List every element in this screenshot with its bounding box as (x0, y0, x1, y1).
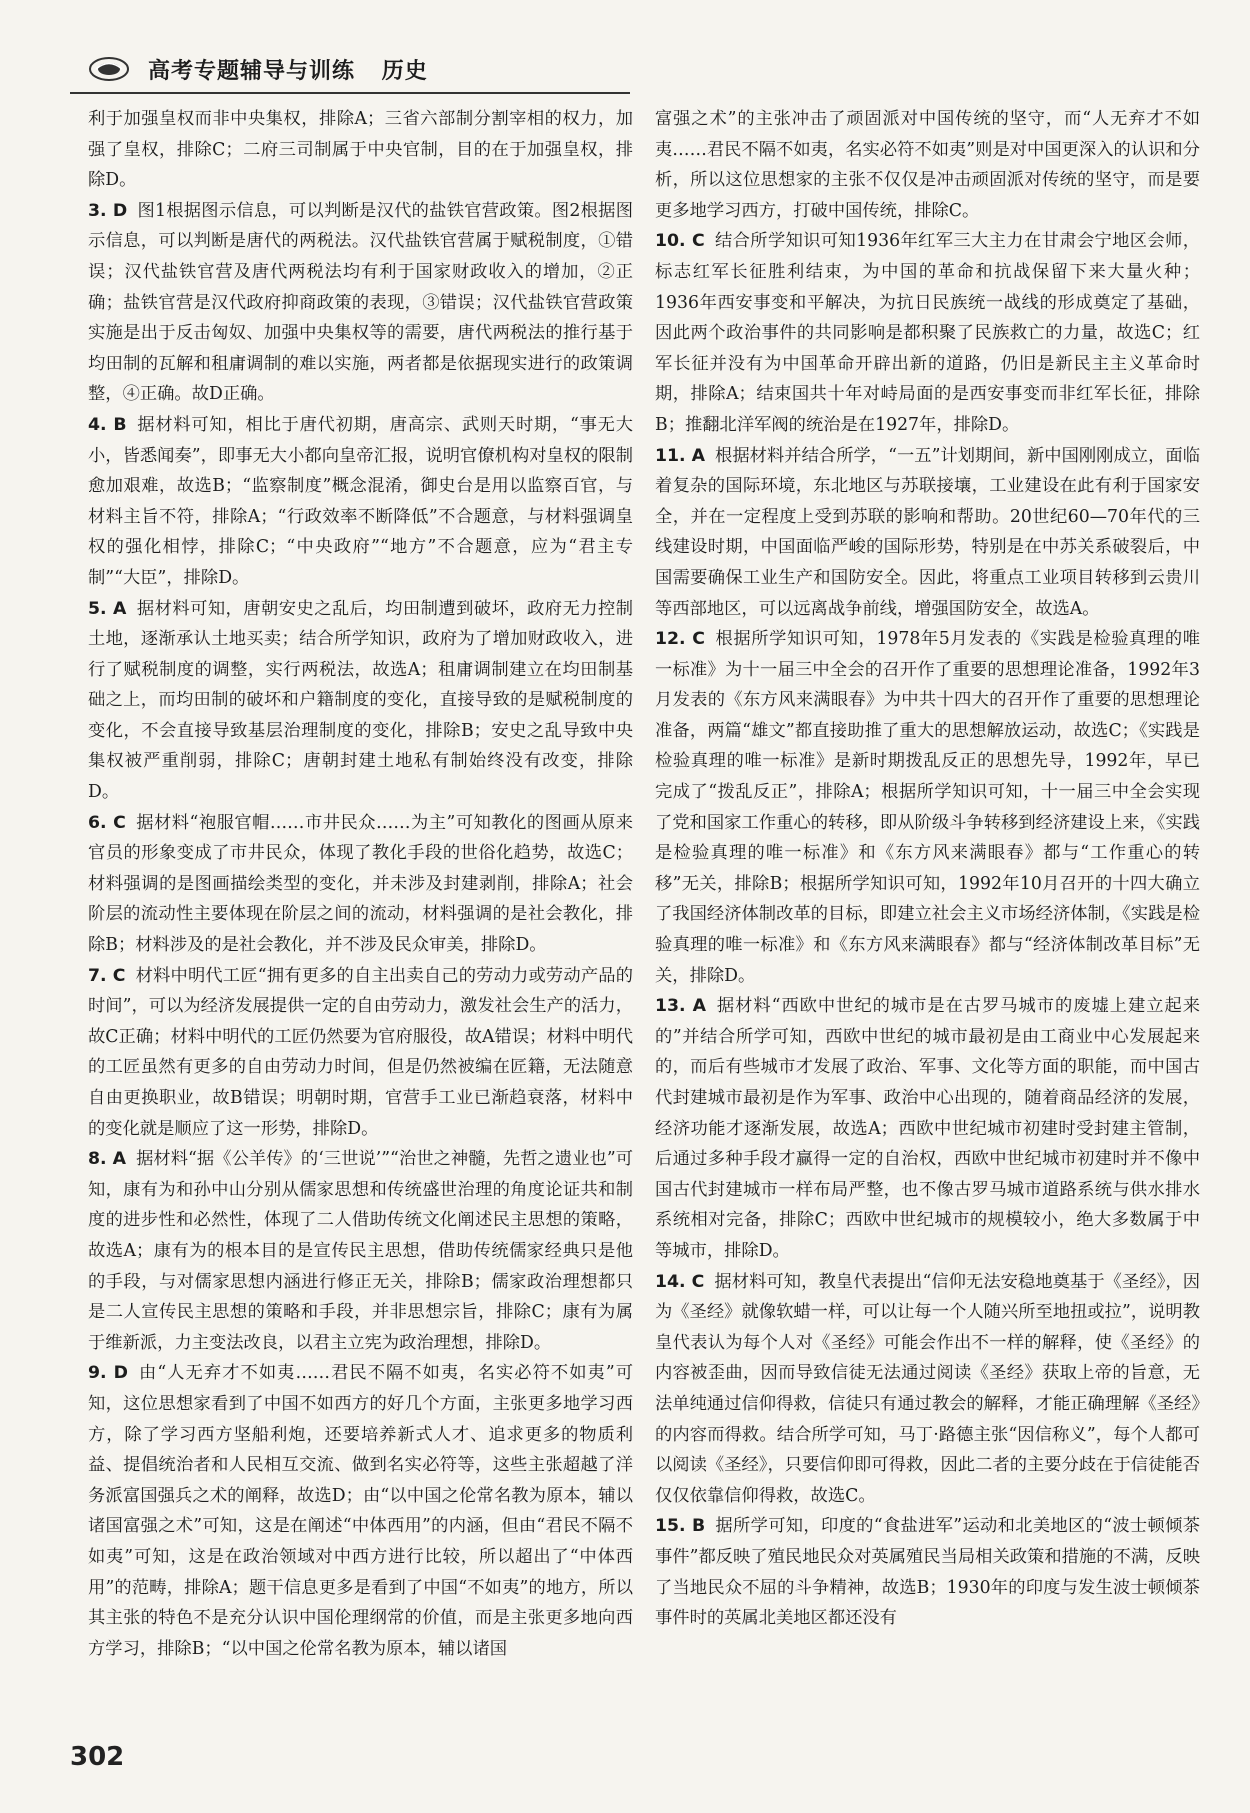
answer-number: 6. C (88, 812, 126, 833)
answer-number: 7. C (88, 965, 126, 986)
answer-explanation: 据材料可知，唐朝安史之乱后，均田制遭到破坏，政府无力控制土地，逐渐承认土地买卖；结合所学知识，政府为了增加财政收入，进行了赋税制度的调整，实行两税法，故选A；租庸调制建立在均田制基础之上，而均田制的破坏和户籍制度的变化，直接导致的是赋税制度的变化，不会直接导致基层治理制度的变化，排除B；安史之乱导致中央集权被严重削弱，排除C；唐朝封建土地私有制始终没有改变，排除D。 (88, 598, 633, 803)
left-continuation: 利于加强皇权而非中央集权，排除A；三省六部制分割宰相的权力，加强了皇权，排除C；二府三司制属于中央官制，目的在于加强皇权，排除D。 (88, 109, 633, 191)
answer-item-14 (655, 1267, 1200, 1512)
answer-item-4 (88, 410, 633, 594)
answer-explanation: 根据所学知识可知，1978年5月发表的《实践是检验真理的唯一标准》为十一届三中全会的召开作了重要的思想理论准备，1992年3月发表的《东方风来满眼春》为中共十四大的召开作了重要的思想理论准备，两篇“雄文”都直接助推了重大的思想解放运动，故选C；《实践是检验真理的唯一标准》是新时期拨乱反正的思想先导，1992年，早已完成了“拨乱反正”，排除A；根据所学知识可知，十一届三中全会实现了党和国家工作重心的转移，即从阶级斗争转移到经济建设上来，《实践是检验真理的唯一标准》和《东方风来满眼春》都与“工作重心的转移”无关，排除B；根据所学知识可知，1992年10月召开的十四大确立了我国经济体制改革的目标，即建立社会主义市场经济体制，《实践是检验真理的唯一标准》和《东方风来满眼春》都与“经济体制改革目标”无关，排除D。 (655, 629, 1200, 986)
answer-explanation: 据材料“西欧中世纪的城市是在古罗马城市的废墟上建立起来的”并结合所学可知，西欧中世纪的城市最初是由工商业中心发展起来的，而后有些城市才发展了政治、军事、文化等方面的职能，而中国古代封建城市最初是作为军事、政治中心出现的，随着商品经济的发展，经济功能才逐渐发展，故选A；西欧中世纪城市初建时受封建主管制，后通过多种手段才赢得一定的自治权，西欧中世纪城市初建时并不像中国古代封建城市一样布局严整，也不像古罗马城市道路系统与供水排水系统相对完备，排除C；西欧中世纪城市的规模较小，绝大多数属于中等城市，排除D。 (655, 996, 1200, 1261)
answer-item-9 (88, 1358, 633, 1664)
answer-number: 4. B (88, 414, 127, 435)
answer-explanation: 结合所学知识可知1936年红军三大主力在甘肃会宁地区会师，标志红军长征胜利结束，为中国的革命和抗战保留下来大量火种；1936年西安事变和平解决，为抗日民族统一战线的形成奠定了基础，因此两个政治事件的共同影响是都积聚了民族救亡的力量，故选C；红军长征并没有为中国革命开辟出新的道路，仍旧是新民主主义革命时期，排除A；结束国共十年对峙局面的是西安事变而非红军长征，排除B；推翻北洋军阀的统治是在1927年，排除D。 (655, 231, 1200, 435)
right-column (655, 104, 1200, 1634)
answer-number: 8. A (88, 1149, 127, 1170)
answer-number: 14. C (655, 1271, 705, 1292)
answer-item-3 (88, 196, 633, 410)
answer-item-12 (655, 624, 1200, 991)
answer-number: 11. A (655, 445, 706, 466)
answer-number: 15. B (655, 1516, 706, 1537)
page-header (70, 48, 1200, 94)
answer-number: 9. D (88, 1363, 128, 1384)
answer-explanation: 据所学可知，印度的“食盐进军”运动和北美地区的“波士顿倾茶事件”都反映了殖民地民众对英属殖民当局相关政策和措施的不满，反映了当地民众不屈的斗争精神，故选B；1930年的印度与发生波士顿倾茶事件时的英属北美地区都还没有 (655, 1516, 1200, 1629)
book-logo-icon (88, 56, 130, 82)
answer-item-15 (655, 1511, 1200, 1633)
answer-explanation: 由“人无弃才不如夷……君民不隔不如夷，名实必符不如夷”可知，这位思想家看到了中国不如西方的好几个方面，主张更多地学习西方，除了学习西方坚船利炮，还要培养新式人才、追求更多的物质利益、提倡统治者和人民相互交流、做到名实必符等，这些主张超越了洋务派富国强兵之术的阐释，故选D；由“以中国之伦常名教为原本，辅以诸国富强之术”可知，这是在阐述“中体西用”的内涵，但由“君民不隔不如夷”可知，这是在政治领域对中西方进行比较，所以超出了“中体西用”的范畴，排除A；题干信息更多是看到了中国“不如夷”的地方，所以其主张的特色不是充分认识中国伦理纲常的价值，而是主张更多地向西方学习，排除B；“以中国之伦常名教为原本，辅以诸国 (88, 1363, 634, 1659)
answer-explanation: 图1根据图示信息，可以判断是汉代的盐铁官营政策。图2根据图示信息，可以判断是唐代的两税法。汉代盐铁官营属于赋税制度，①错误；汉代盐铁官营及唐代两税法均有利于国家财政收入的增加，②正确；盐铁官营是汉代政府抑商政策的表现，③错误；汉代盐铁官营政策实施是出于反击匈奴、加强中央集权等的需要，唐代两税法的推行基于均田制的瓦解和租庸调制的难以实施，两者都是依据现实进行的政策调整，④正确。故D正确。 (88, 200, 633, 405)
header-rule (70, 92, 630, 94)
answer-explanation: 据材料“据《公羊传》的‘三世说’”“治世之神髓，先哲之遗业也”可知，康有为和孙中山分别从儒家思想和传统盛世治理的角度论证共和制度的进步性和必然性，体现了二人借助传统文化阐述民主思想的策略，故选A；康有为的根本目的是宣传民主思想，借助传统儒家经典只是他的手段，与对儒家思想内涵进行修正无关，排除B；儒家政治理想都只是二人宣传民主思想的策略和手段，并非思想宗旨，排除C；康有为属于维新派，力主变法改良，以君主立宪为政治理想，排除D。 (88, 1149, 634, 1353)
answer-number: 12. C (655, 629, 705, 650)
left-column (88, 104, 633, 1664)
answer-item-13 (655, 991, 1200, 1266)
answer-explanation: 据材料可知，教皇代表提出“信仰无法安稳地奠基于《圣经》，因为《圣经》就像软蜡一样，可以让每一个人随兴所至地扭或拉”，说明教皇代表认为每个人对《圣经》可能会作出不一样的解释，使《圣经》的内容被歪曲，因而导致信徒无法通过阅读《圣经》获取上帝的旨意，无法单纯通过信仰得救，信徒只有通过教会的解释，才能正确理解《圣经》的内容而得救。结合所学可知，马丁·路德主张“因信称义”，每个人都可以阅读《圣经》，只要信仰即可得救，因此二者的主要分歧在于信徒能否仅仅依靠信仰得救，故选C。 (655, 1271, 1200, 1506)
answer-number: 13. A (655, 996, 706, 1017)
answer-number: 10. C (655, 231, 705, 252)
answer-explanation: 据材料可知，相比于唐代初期，唐高宗、武则天时期，“事无大小，皆悉闻奏”，即事无大小都向皇帝汇报，说明官僚机构对皇权的限制愈加艰难，故选B；“监察制度”概念混淆，御史台是用以监察百官，与材料主旨不符，排除A；“行政效率不断降低”不合题意，与材料强调皇权的强化相悖，排除C；“中央政府”“地方”不合题意，应为“君主专制”“大臣”，排除D。 (88, 414, 633, 588)
answer-number: 5. A (88, 598, 127, 619)
book-title (148, 54, 428, 85)
answer-explanation: 根据材料并结合所学，“一五”计划期间，新中国刚刚成立，面临着复杂的国际环境，东北地区与苏联接壤，工业建设在此有利于国家安全，并在一定程度上受到苏联的影响和帮助。20世纪60—70年代的三线建设时期，中国面临严峻的国际形势，特别是在中苏关系破裂后，中国需要确保工业生产和国防安全。因此，将重点工业项目转移到云贵川等西部地区，可以远离战争前线，增强国防安全，故选A。 (655, 445, 1200, 619)
answer-explanation: 据材料“袍服官帽……市井民众……为主”可知教化的图画从原来官员的形象变成了市井民众，体现了教化手段的世俗化趋势，故选C；材料强调的是图画描绘类型的变化，并未涉及封建剥削，排除A；社会阶层的流动性主要体现在阶层之间的流动，材料强调的是社会教化，排除B；材料涉及的是社会教化，并不涉及民众审美，排除D。 (88, 812, 634, 956)
answer-item-10 (655, 226, 1200, 440)
answer-item-11 (655, 441, 1200, 625)
right-continuation: 富强之术”的主张冲击了顽固派对中国传统的坚守，而“人无弃才不如夷……君民不隔不如夷，名实必符不如夷”则是对中国更深入的认识和分析，所以这位思想家的主张不仅仅是冲击顽固派对传统的坚守，而是要更多地学习西方，打破中国传统，排除C。 (655, 109, 1200, 221)
answer-item-8 (88, 1144, 633, 1358)
answer-item-7 (88, 961, 633, 1145)
subject-label: 历史 (381, 59, 428, 84)
book-title-text: 高考专题辅导与训练 (148, 59, 356, 84)
answer-item-5 (88, 594, 633, 808)
answer-explanation: 材料中明代工匠“拥有更多的自主出卖自己的劳动力或劳动产品的时间”，可以为经济发展提供一定的自由劳动力，激发社会生产的活力，故C正确；材料中明代的工匠仍然要为官府服役，故A错误；材料中明代的工匠虽然有更多的自由劳动力时间，但是仍然被编在匠籍，无法随意自由更换职业，故B错误；明朝时期，官营手工业已渐趋衰落，材料中的变化就是顺应了这一形势，排除D。 (88, 965, 633, 1139)
answer-number: 3. D (88, 200, 128, 221)
page-number: 302 (70, 1742, 125, 1772)
answer-item-6 (88, 808, 633, 961)
